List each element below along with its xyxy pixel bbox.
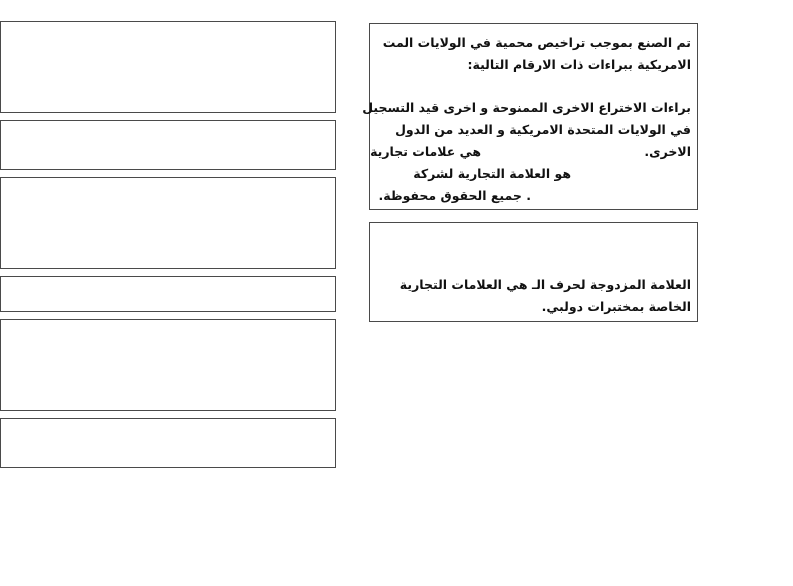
patent-notice-line-5a: الاخرى. <box>644 144 691 159</box>
trademark-notice-line-1: العلامة المزدوجة لحرف الـ هي العلامات التجارية <box>399 277 691 292</box>
patent-notice-line-7: . جميع الحقوق محفوظة. <box>378 188 531 203</box>
patent-notice-line-1: تم الصنع بموجب تراخيص محمية في الولايات المت <box>382 35 691 50</box>
trademark-notice-line-2: الخاصة بمختبرات دولبي. <box>541 299 691 314</box>
patent-notice-line-4: في الولايات المتحدة الامريكية و العديد من الدول <box>395 122 691 137</box>
empty-panel-3 <box>0 177 336 269</box>
empty-panel-5 <box>0 319 336 411</box>
empty-panel-4 <box>0 276 336 312</box>
empty-panel-1 <box>0 21 336 113</box>
patent-notice-line-6: هو العلامة التجارية لشركة <box>413 166 571 181</box>
trademark-notice-panel <box>369 222 698 322</box>
empty-panel-2 <box>0 120 336 170</box>
empty-panel-6 <box>0 418 336 468</box>
patent-notice-line-5b: هي علامات تجارية <box>370 144 481 159</box>
patent-notice-line-3: براءات الاختراع الاخرى الممنوحة و اخرى قيد التسجيل <box>362 100 691 115</box>
patent-notice-line-2: الامريكية ببراءات ذات الارقام التالية: <box>467 57 691 72</box>
patent-notice-panel <box>362 23 698 210</box>
